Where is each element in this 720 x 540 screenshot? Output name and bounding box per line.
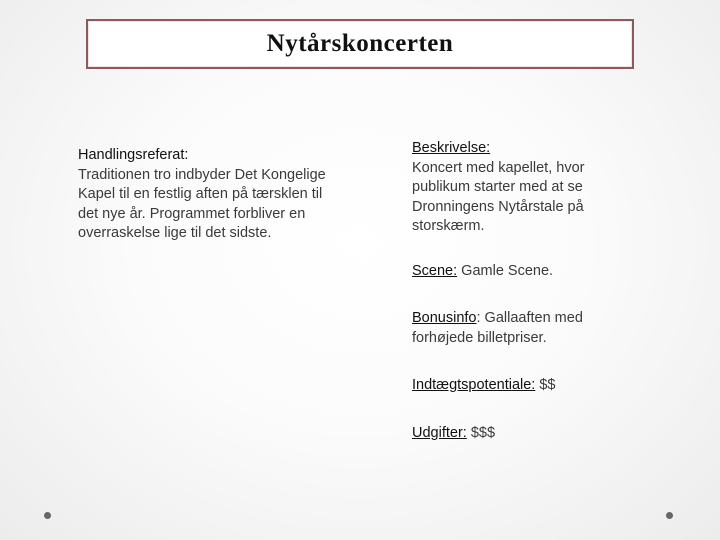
bonus-block (412, 309, 622, 348)
expenses-value: $$$ (466, 424, 496, 441)
summary-text: Traditionen tro indbyder Det Kongelige Kapel til en festlig aften på tærsklen til det nye år. Programmet forbliver en overraskelse lige til det sidste. (78, 166, 326, 241)
expenses-block (412, 424, 622, 444)
slide-title: Nytårskoncerten (266, 30, 454, 57)
bonus-value: : Gallaaften med forhøjede billetpriser. (412, 310, 583, 346)
bonus-label: Bonusinfo (412, 310, 477, 326)
summary-section (78, 146, 338, 244)
summary-heading: Handlingsreferat: (78, 147, 189, 163)
description-block (412, 139, 622, 237)
income-label: Indtægtspotentiale: (412, 377, 536, 393)
expenses-label: Udgifter: (412, 424, 467, 441)
scene-value: Gamle Scene. (457, 262, 554, 279)
income-value: $$ (535, 377, 556, 393)
description-label: Beskrivelse: (412, 140, 491, 156)
scene-label: Scene: (412, 262, 458, 279)
bullet-dot-right-icon (666, 512, 673, 519)
scene-block (412, 262, 622, 282)
title-box (86, 19, 634, 69)
bullet-dot-left-icon (44, 512, 51, 519)
income-block (412, 376, 622, 396)
details-section (412, 139, 622, 443)
description-text: Koncert med kapellet, hvor publikum starter med at se Dronningens Nytårstale på storskærm. (412, 159, 585, 234)
